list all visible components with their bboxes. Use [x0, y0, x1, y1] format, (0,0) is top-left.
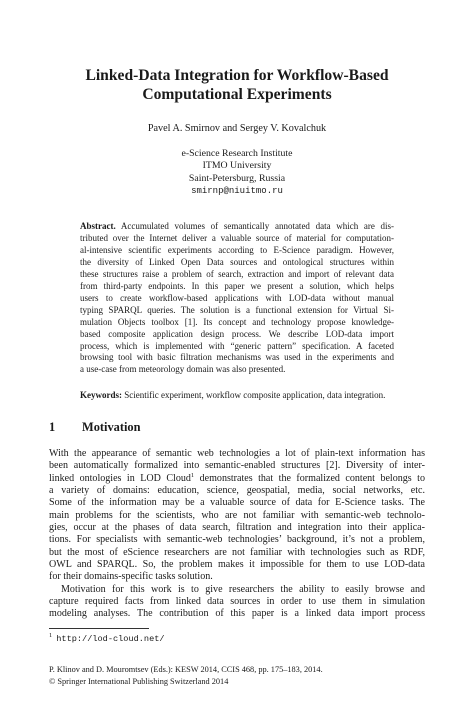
body-line: gies, occur at the phases of data search, filtration and integration into their applica- [49, 522, 425, 534]
keywords [80, 389, 400, 401]
publication-credits [49, 664, 323, 688]
keywords-text: Scientific experiment, workflow composite application, data integration. [124, 390, 386, 400]
abstract-line: based composite application design process. We describe LOD-data import [80, 328, 394, 339]
abstract-line: users to create workflow-based applications with LOD-data without manual [80, 292, 394, 303]
abstract-label: Abstract. [80, 221, 116, 231]
abstract-line: these structures raise a problem of search, extraction and import of relevant data [80, 268, 394, 279]
copyright-line: © Springer International Publishing Switzerland 2014 [49, 677, 229, 686]
abstract-line: typing SPARQL queries. The solution is a functional extension for Virtual Si- [80, 304, 394, 315]
body-text-span: linked ontologies in LOD Cloud [49, 472, 191, 484]
affiliation-line: ITMO University [202, 160, 272, 172]
title-line: Computational Experiments [142, 86, 332, 103]
footnote-number: 1 [49, 632, 53, 639]
abstract-line: a use-case from meteorology domain was also presented. [80, 364, 286, 375]
body-line [49, 473, 425, 485]
footnote [49, 633, 165, 644]
body-line: a variety of domains: education, science, geospatial, media, social networks, etc. [49, 485, 425, 497]
abstract [80, 221, 394, 376]
author-email: smirnp@niuitmo.ru [191, 185, 283, 196]
body-text [49, 448, 425, 621]
author-list: Pavel A. Smirnov and Sergey V. Kovalchuk [147, 123, 327, 134]
abstract-line: browsing tool with basic filtration mechanisms was used in the experiments and [80, 352, 394, 363]
abstract-line: process, which is implemented with “generic pattern” specification. A faceted [80, 340, 394, 351]
abstract-text: Accumulated volumes of semantically annotated data which are dis- [120, 221, 394, 231]
section-heading [49, 420, 141, 435]
footnote-link[interactable]: http://lod-cloud.net/ [56, 634, 165, 644]
body-line: capture required facts from linked data sources in order to use them in simulation [49, 596, 425, 608]
body-line: Motivation for this work is to give researchers the ability to easily browse and [61, 583, 425, 595]
body-line: for their domains-specific tasks solution. [49, 571, 213, 583]
body-line: been automatically formalized into semantic-enabled structures [2]. Diversity of inter- [49, 460, 425, 472]
affiliation [40, 148, 434, 197]
abstract-line: al-intensive scientific experiments according to E-Science paradigm. However, [80, 244, 394, 255]
body-line: OWL and SPARQL. So, the problem makes it impossible for them to use LOD-data [49, 559, 425, 571]
body-line: main problems for the scientists, who are not familiar with semantic-web technolo- [49, 509, 425, 521]
abstract-line [80, 221, 394, 233]
citation-line: P. Klinov and D. Mouromtsev (Eds.): KESW 2014, CCIS 468, pp. 175–183, 2014. [49, 665, 323, 674]
footnote-marker[interactable]: 1 [190, 471, 195, 479]
footnote-divider [49, 628, 149, 629]
abstract-line: the diversity of Linked Open Data sources and ontological structures within [80, 256, 394, 267]
affiliation-line: Saint-Petersburg, Russia [188, 172, 286, 184]
affiliation-line: e-Science Research Institute [181, 148, 293, 159]
abstract-line: from third-party endpoints. In this paper we present a solution, which helps [80, 280, 394, 291]
body-line: tions. For specialists with semantic-web technologies’ background, it’s not a problem, [49, 534, 425, 546]
abstract-line: mulation Objects toolbox [1]. Its concept and technology propose knowledge- [80, 316, 394, 327]
body-line: Some of the information may be a valuable source of data for E-Science tasks. The [49, 497, 425, 509]
body-line: With the appearance of semantic web technologies a lot of plain-text information has [49, 448, 425, 459]
keywords-label: Keywords: [80, 390, 122, 400]
abstract-line: tributed over the Internet deliver a valuable source of material for computation- [80, 232, 394, 243]
paper-title [40, 66, 434, 104]
body-line: but the most of eScience researchers are not familiar with technologies such as RDF, [49, 546, 425, 558]
section-number: 1 [49, 420, 56, 434]
section-title: Motivation [82, 420, 141, 434]
body-text-span: demonstrates that the formalized content belongs to [194, 472, 425, 484]
title-line: Linked-Data Integration for Workflow-Based [85, 67, 389, 84]
body-line: modeling analyses. The contribution of this paper is a linked data import process [49, 608, 425, 620]
